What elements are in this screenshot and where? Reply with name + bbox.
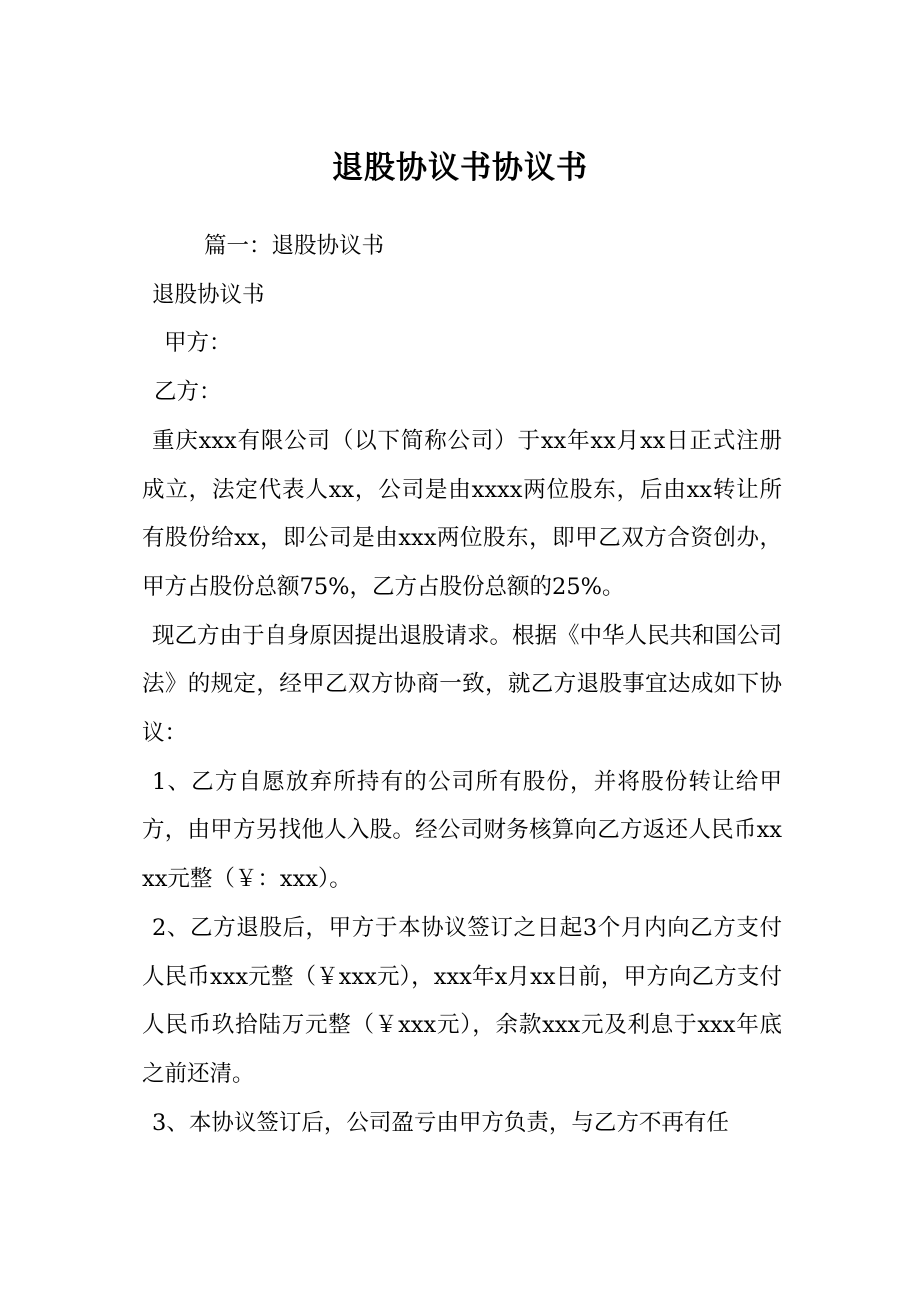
sub-heading: 退股协议书	[152, 281, 265, 308]
document-title: 退股协议书协议书	[332, 150, 588, 186]
clause-1: 1、乙方自愿放弃所持有的公司所有股份，并将股份转让给甲方，由甲方另找他人入股。经公司财务核算向乙方返还人民币xxxx元整（￥：xxx）。	[142, 768, 782, 893]
paragraph-company-background: 重庆xxx有限公司（以下简称公司）于xx年xx月xx日正式注册成立，法定代表人xx，公司是由xxxx两位股东，后由xx转让所有股份给xx，即公司是由xxx两位股东，即甲乙双方合资创办，甲方占股份总额75%，乙方占股份总额的25%。	[142, 427, 782, 600]
clause-3: 3、本协议签订后，公司盈亏由甲方负责，与乙方不再有任	[152, 1109, 729, 1136]
document-body	[142, 222, 782, 1147]
chapter-heading: 篇一：退股协议书	[204, 233, 385, 259]
party-b-label: 乙方：	[154, 379, 222, 406]
clause-2: 2、乙方退股后，甲方于本协议签订之日起3个月内向乙方支付人民币xxx元整（￥xxx元），xxx年x月xx日前，甲方向乙方支付人民币玖拾陆万元整（￥xxx元），余款xxx元及利息于xxx年底之前还清。	[142, 914, 782, 1087]
party-a-label: 甲方：	[164, 330, 232, 357]
paragraph-withdrawal-request: 现乙方由于自身原因提出退股请求。根据《中华人民共和国公司法》的规定，经甲乙双方协商一致，就乙方退股事宜达成如下协议：	[142, 622, 783, 747]
